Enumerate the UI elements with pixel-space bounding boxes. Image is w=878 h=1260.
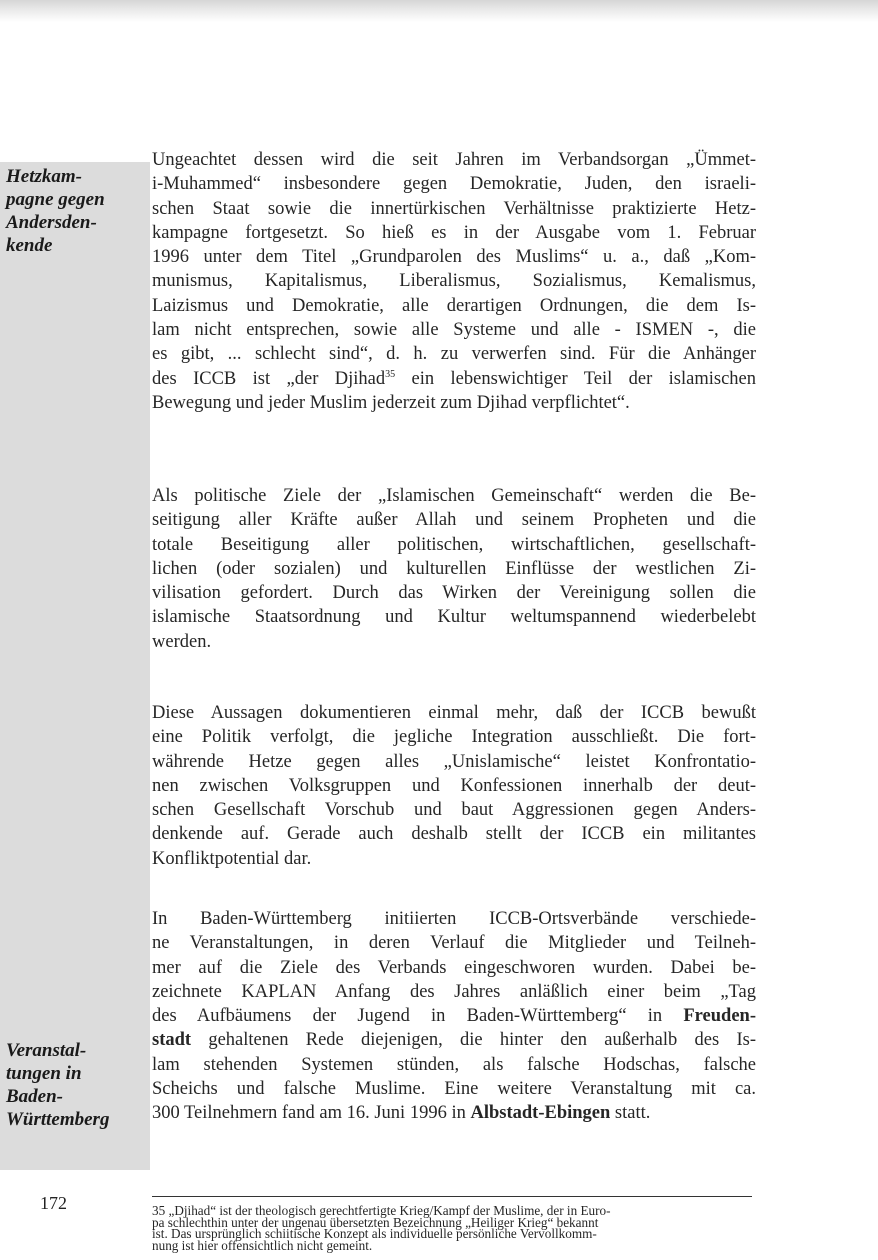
text-line: es gibt, ... schlecht sind“, d. h. zu verwerfen sind. Für die Anhänger xyxy=(152,344,756,365)
paragraph-baden-wuerttemberg xyxy=(152,907,756,1126)
text-line: totale Beseitigung aller politischen, wirtschaftlichen, gesellschaft- xyxy=(152,534,756,555)
side-heading-line: Veranstal- xyxy=(6,1040,87,1061)
side-heading-line: Baden- xyxy=(6,1086,63,1107)
side-heading-line: tungen in xyxy=(6,1063,82,1084)
text-line: währende Hetze gegen alles „Unislamische“ leistet Konfrontatio- xyxy=(152,751,756,772)
side-heading-hetzkampagne xyxy=(6,165,146,257)
text-line: denkende auf. Gerade auch deshalb stellt der ICCB ein militantes xyxy=(152,824,756,845)
text-line: zeichnete KAPLAN Anfang des Jahres anläßlich einer beim „Tag xyxy=(152,981,756,1002)
text-line: islamische Staatsordnung und Kultur weltumspannend wiederbelebt xyxy=(152,607,756,628)
side-heading-line: Andersden- xyxy=(6,212,97,233)
text-line: Scheichs und falsche Muslime. Eine weitere Veranstaltung mit ca. xyxy=(152,1079,756,1100)
text-line: munismus, Kapitalismus, Liberalismus, Sozialismus, Kemalismus, xyxy=(152,271,756,292)
footnote-reference-35[interactable]: 35 xyxy=(385,368,396,380)
footnote-divider xyxy=(152,1196,752,1197)
text-segment: gehaltenen Rede diejenigen, die hinter den außerhalb des Is- xyxy=(191,1030,756,1051)
text-line: In Baden-Württemberg initiierten ICCB-Ortsverbände verschiede- xyxy=(152,909,756,929)
text-line: seitigung aller Kräfte außer Allah und seinem Propheten und die xyxy=(152,510,756,531)
text-line: mer auf die Ziele des Verbands eingeschworen wurden. Dabei be- xyxy=(152,957,756,978)
side-heading-line: Württemberg xyxy=(6,1109,110,1130)
text-line: ne Veranstaltungen, in deren Verlauf die Mitglieder und Teilneh- xyxy=(152,933,756,954)
text-line: lam nicht entsprechen, sowie alle Systeme und alle - ISMEN -, die xyxy=(152,320,756,341)
footnote-line: pa schlechthin unter der ungenau übersetzten Bezeichnung „Heiliger Krieg“ bekannt xyxy=(152,1214,599,1230)
page-number: 172 xyxy=(40,1193,67,1213)
place-name-freudenstadt-cont: stadt xyxy=(152,1030,192,1051)
side-heading-line: kende xyxy=(6,235,53,256)
text-line: schen Staat sowie die innertürkischen Verhältnisse praktizierte Hetz- xyxy=(152,198,756,219)
text-line: nen zwischen Volksgruppen und Konfessionen innerhalb der deut- xyxy=(152,775,756,796)
text-segment: statt. xyxy=(610,1103,651,1124)
text-line xyxy=(152,1004,756,1028)
paragraph-aussagen xyxy=(152,701,756,871)
text-segment: ein lebenswichtiger Teil der islamischen xyxy=(395,368,756,389)
text-line: Als politische Ziele der „Islamischen Gemeinschaft“ werden die Be- xyxy=(152,486,756,506)
text-line: kampagne fortgesetzt. So hieß es in der Ausgabe vom 1. Februar xyxy=(152,222,756,243)
place-name-albstadt-ebingen: Albstadt-Ebingen xyxy=(470,1103,611,1124)
text-line: schen Gesellschaft Vorschub und baut Aggressionen gegen Anders- xyxy=(152,800,756,821)
text-segment: 300 Teilnehmern fand am 16. Juni 1996 in xyxy=(152,1103,471,1124)
scan-edge-shadow xyxy=(0,0,878,22)
text-line xyxy=(152,367,756,391)
footnote-line: ist. Das ursprünglich schiitische Konzept als individuelle persönliche Vervollkomm- xyxy=(152,1226,597,1242)
text-line: Konfliktpotential dar. xyxy=(152,848,312,869)
side-heading-line: pagne gegen xyxy=(6,189,105,210)
text-line: Laizismus und Demokratie, alle derartigen Ordnungen, die dem Is- xyxy=(152,295,756,316)
side-heading-line: Hetzkam- xyxy=(6,166,82,187)
paragraph-politische-ziele xyxy=(152,484,756,654)
text-line: Bewegung und jeder Muslim jederzeit zum Djihad verpflichtet“. xyxy=(152,392,630,413)
text-line xyxy=(152,1028,756,1052)
text-line: Diese Aussagen dokumentieren einmal mehr, daß der ICCB bewußt xyxy=(152,703,756,723)
text-line: lam stehenden Systemen stünden, als falsche Hodschas, falsche xyxy=(152,1054,756,1075)
text-segment: des ICCB ist „der Djihad xyxy=(152,368,386,389)
place-name-freudenstadt: Freuden- xyxy=(683,1006,756,1027)
text-line: eine Politik verfolgt, die jegliche Integration ausschließt. Die fort- xyxy=(152,727,756,748)
text-line xyxy=(152,1101,756,1125)
side-heading-veranstaltungen xyxy=(6,1039,146,1131)
text-line: Ungeachtet dessen wird die seit Jahren im Verbandsorgan „Ümmet- xyxy=(152,150,756,170)
footnote-line: 35 „Djihad“ ist der theologisch gerechtfertigte Krieg/Kampf der Muslime, der in Euro- xyxy=(152,1203,611,1218)
margin-column xyxy=(0,162,150,1170)
text-line: lichen (oder sozialen) und kulturellen Einflüsse der westlichen Zi- xyxy=(152,558,756,579)
text-line: vilisation gefordert. Durch das Wirken der Vereinigung sollen die xyxy=(152,583,756,604)
text-segment: des Aufbäumens der Jugend in Baden-Württemberg“ in xyxy=(152,1006,684,1027)
footnote-35 xyxy=(152,1205,752,1251)
paragraph-hetzkampagne xyxy=(152,148,756,415)
text-line: werden. xyxy=(152,631,212,652)
text-line: i-Muhammed“ insbesondere gegen Demokratie, Juden, den israeli- xyxy=(152,174,756,195)
text-line: 1996 unter dem Titel „Grundparolen des Muslims“ u. a., daß „Kom- xyxy=(152,247,756,268)
footnote-line: nung ist hier offensichtlich nicht gemeint. xyxy=(152,1237,373,1253)
